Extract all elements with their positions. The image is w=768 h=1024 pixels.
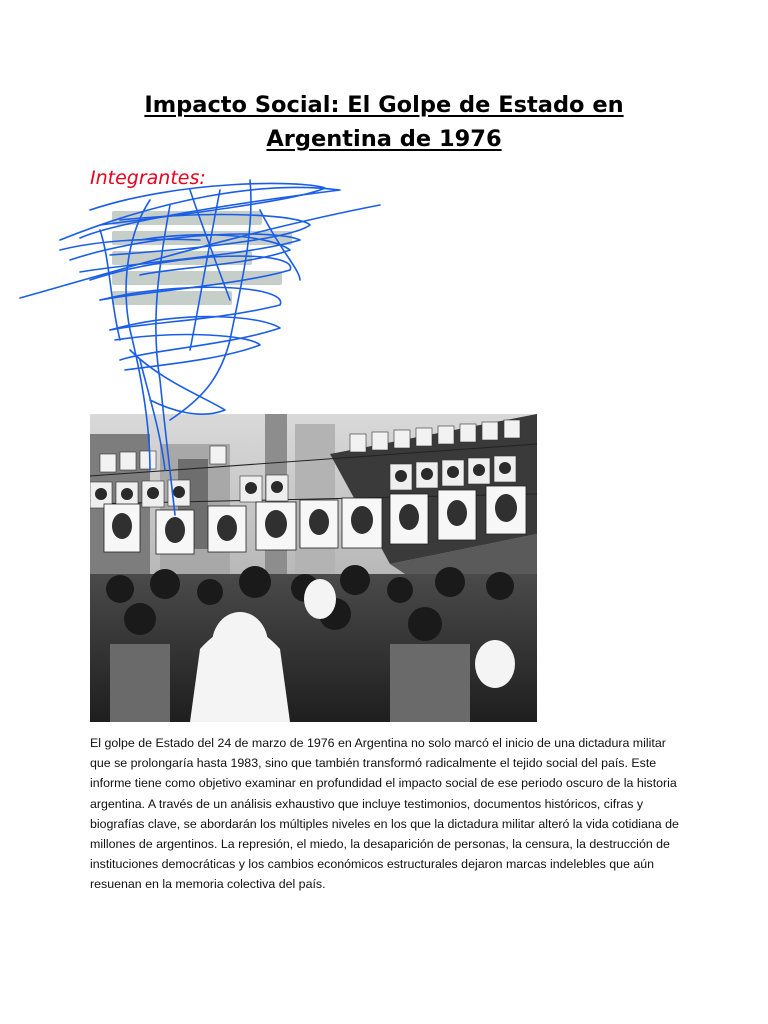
redacted-name: [112, 231, 292, 245]
title-line-2: Argentina de 1976: [266, 126, 502, 152]
redacted-name: [112, 291, 232, 305]
redacted-name: [112, 251, 252, 265]
redacted-name: [112, 211, 262, 225]
redacted-name: [112, 271, 282, 285]
intro-paragraph: El golpe de Estado del 24 de marzo de 1976 en Argentina no solo marcó el inicio de una dictadura militar que se prolongaría hasta 1983, sino que también transformó radicalmente el tejido social del país. Este informe tiene como objetivo examinar en profundidad el impacto social de ese periodo oscuro de la historia argentina. A través de un análisis exhaustivo que incluye testimonios, documentos históricos, cifras y biografías clave, se abordarán los múltiples niveles en los que la dictadura militar alteró la vida cotidiana de millones de argentinos. La represión, el miedo, la desaparición de personas, la censura, la destrucción de instituciones democráticas y los cambios económicos estructurales dejaron marcas indelebles que aún resuenan en la memoria colectiva del país.: [90, 736, 679, 892]
title-line-1: Impacto Social: El Golpe de Estado en: [144, 92, 624, 118]
members-heading: Integrantes:: [90, 167, 206, 189]
redacted-member-names: [112, 205, 312, 345]
document-title: [90, 88, 678, 156]
protest-photo: [90, 414, 537, 722]
